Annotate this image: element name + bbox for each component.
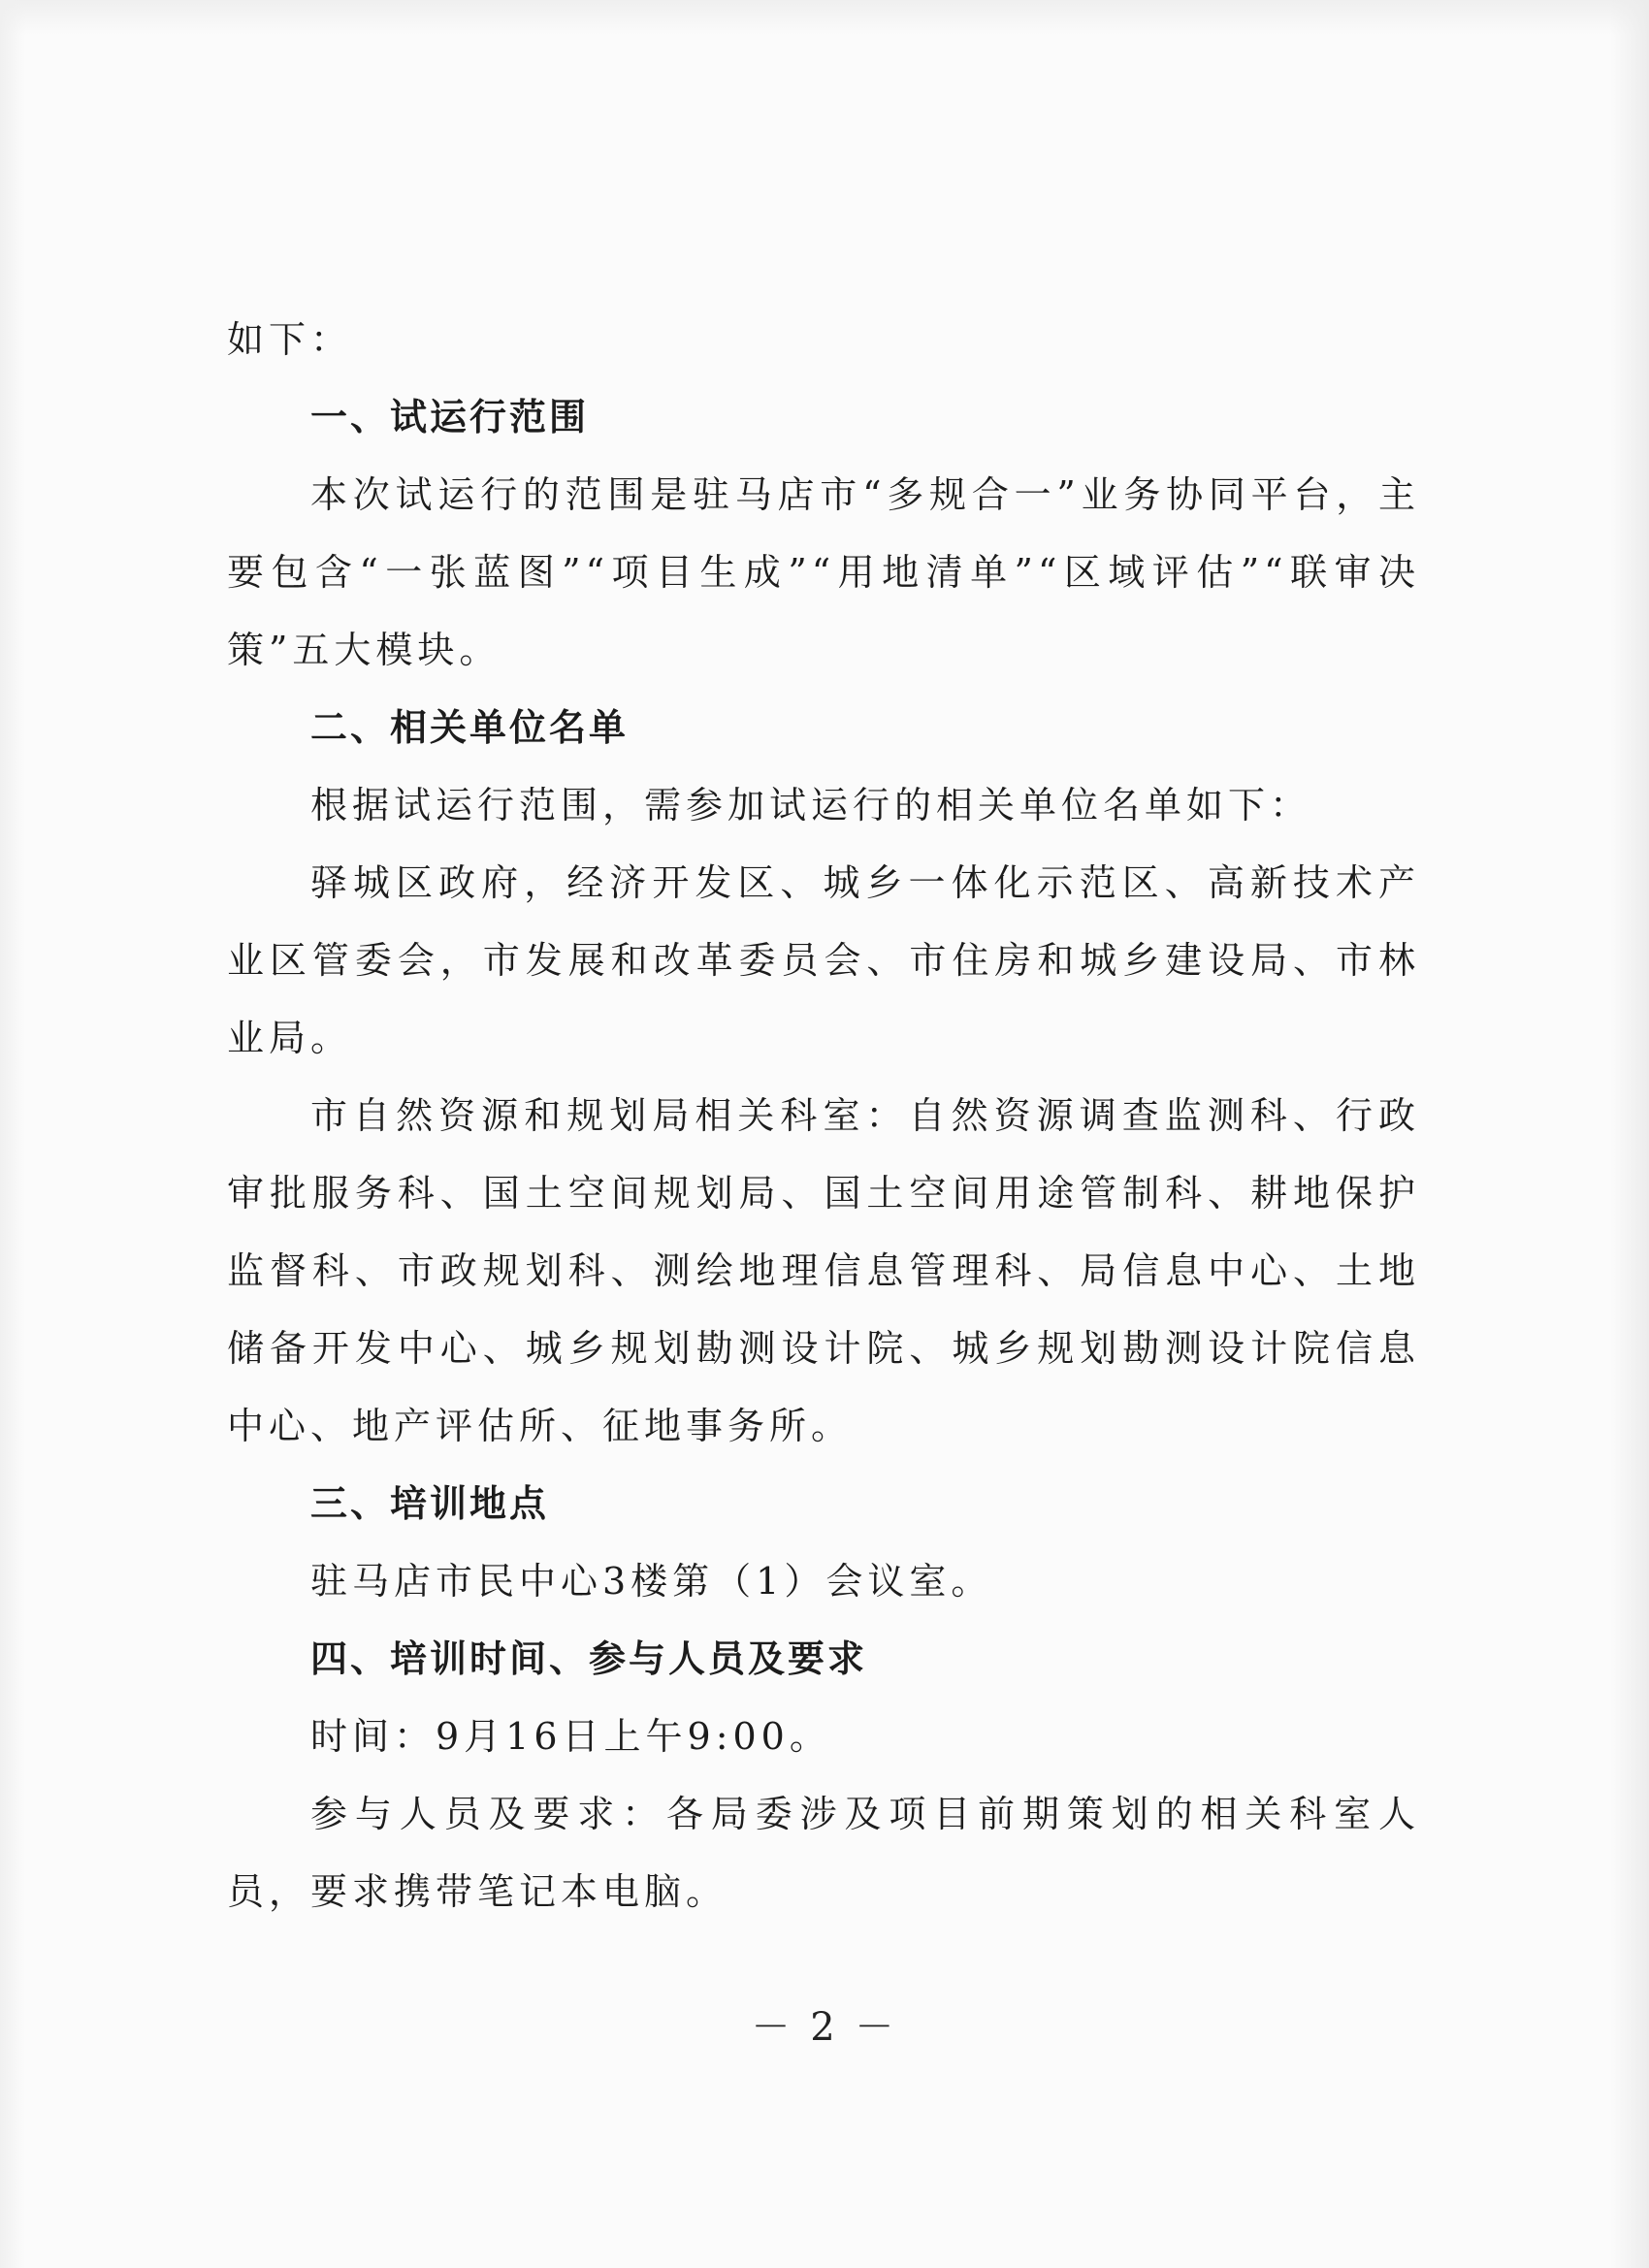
paragraph-scope: 本次试运行的范围是驻马店市“多规合一”业务协同平台，主要包含“一张蓝图”“项目生成”“用地清单”“区域评估”“联审决策”五大模块。 [227,473,1420,671]
section-heading-location: 三、培训地点 [310,1482,550,1525]
scan-shadow-left [0,0,25,2268]
paragraph-time: 时间：9月16日上午9:00。 [310,1715,831,1758]
scan-shadow-top [0,0,1649,35]
lead-text: 如下： [227,318,353,361]
scan-shadow-right [1610,0,1649,2268]
page-number: － 2 － [751,2005,898,2050]
paragraph-participants: 参与人员及要求：各局委涉及项目前期策划的相关科室人员，要求携带笔记本电脑。 [227,1793,1420,1913]
paragraph-units-government: 驿城区政府，经济开发区、城乡一体化示范区、高新技术产业区管委会，市发展和改革委员会、市住房和城乡建设局、市林业局。 [227,861,1420,1059]
section-heading-units: 二、相关单位名单 [310,706,630,749]
document-body [227,301,1420,1930]
paragraph-units-intro: 根据试运行范围，需参加试运行的相关单位名单如下： [310,784,1312,826]
section-heading-time: 四、培训时间、参与人员及要求 [310,1637,868,1680]
paragraph-units-bureau: 市自然资源和规划局相关科室：自然资源调查监测科、行政审批服务科、国土空间规划局、国土空间用途管制科、耕地保护监督科、市政规划科、测绘地理信息管理科、局信息中心、土地储备开发中心、城乡规划勘测设计院、城乡规划勘测设计院信息中心、地产评估所、征地事务所。 [227,1094,1420,1447]
section-heading-scope: 一、试运行范围 [310,396,590,438]
paragraph-location: 驻马店市民中心3楼第（1）会议室。 [310,1560,993,1603]
